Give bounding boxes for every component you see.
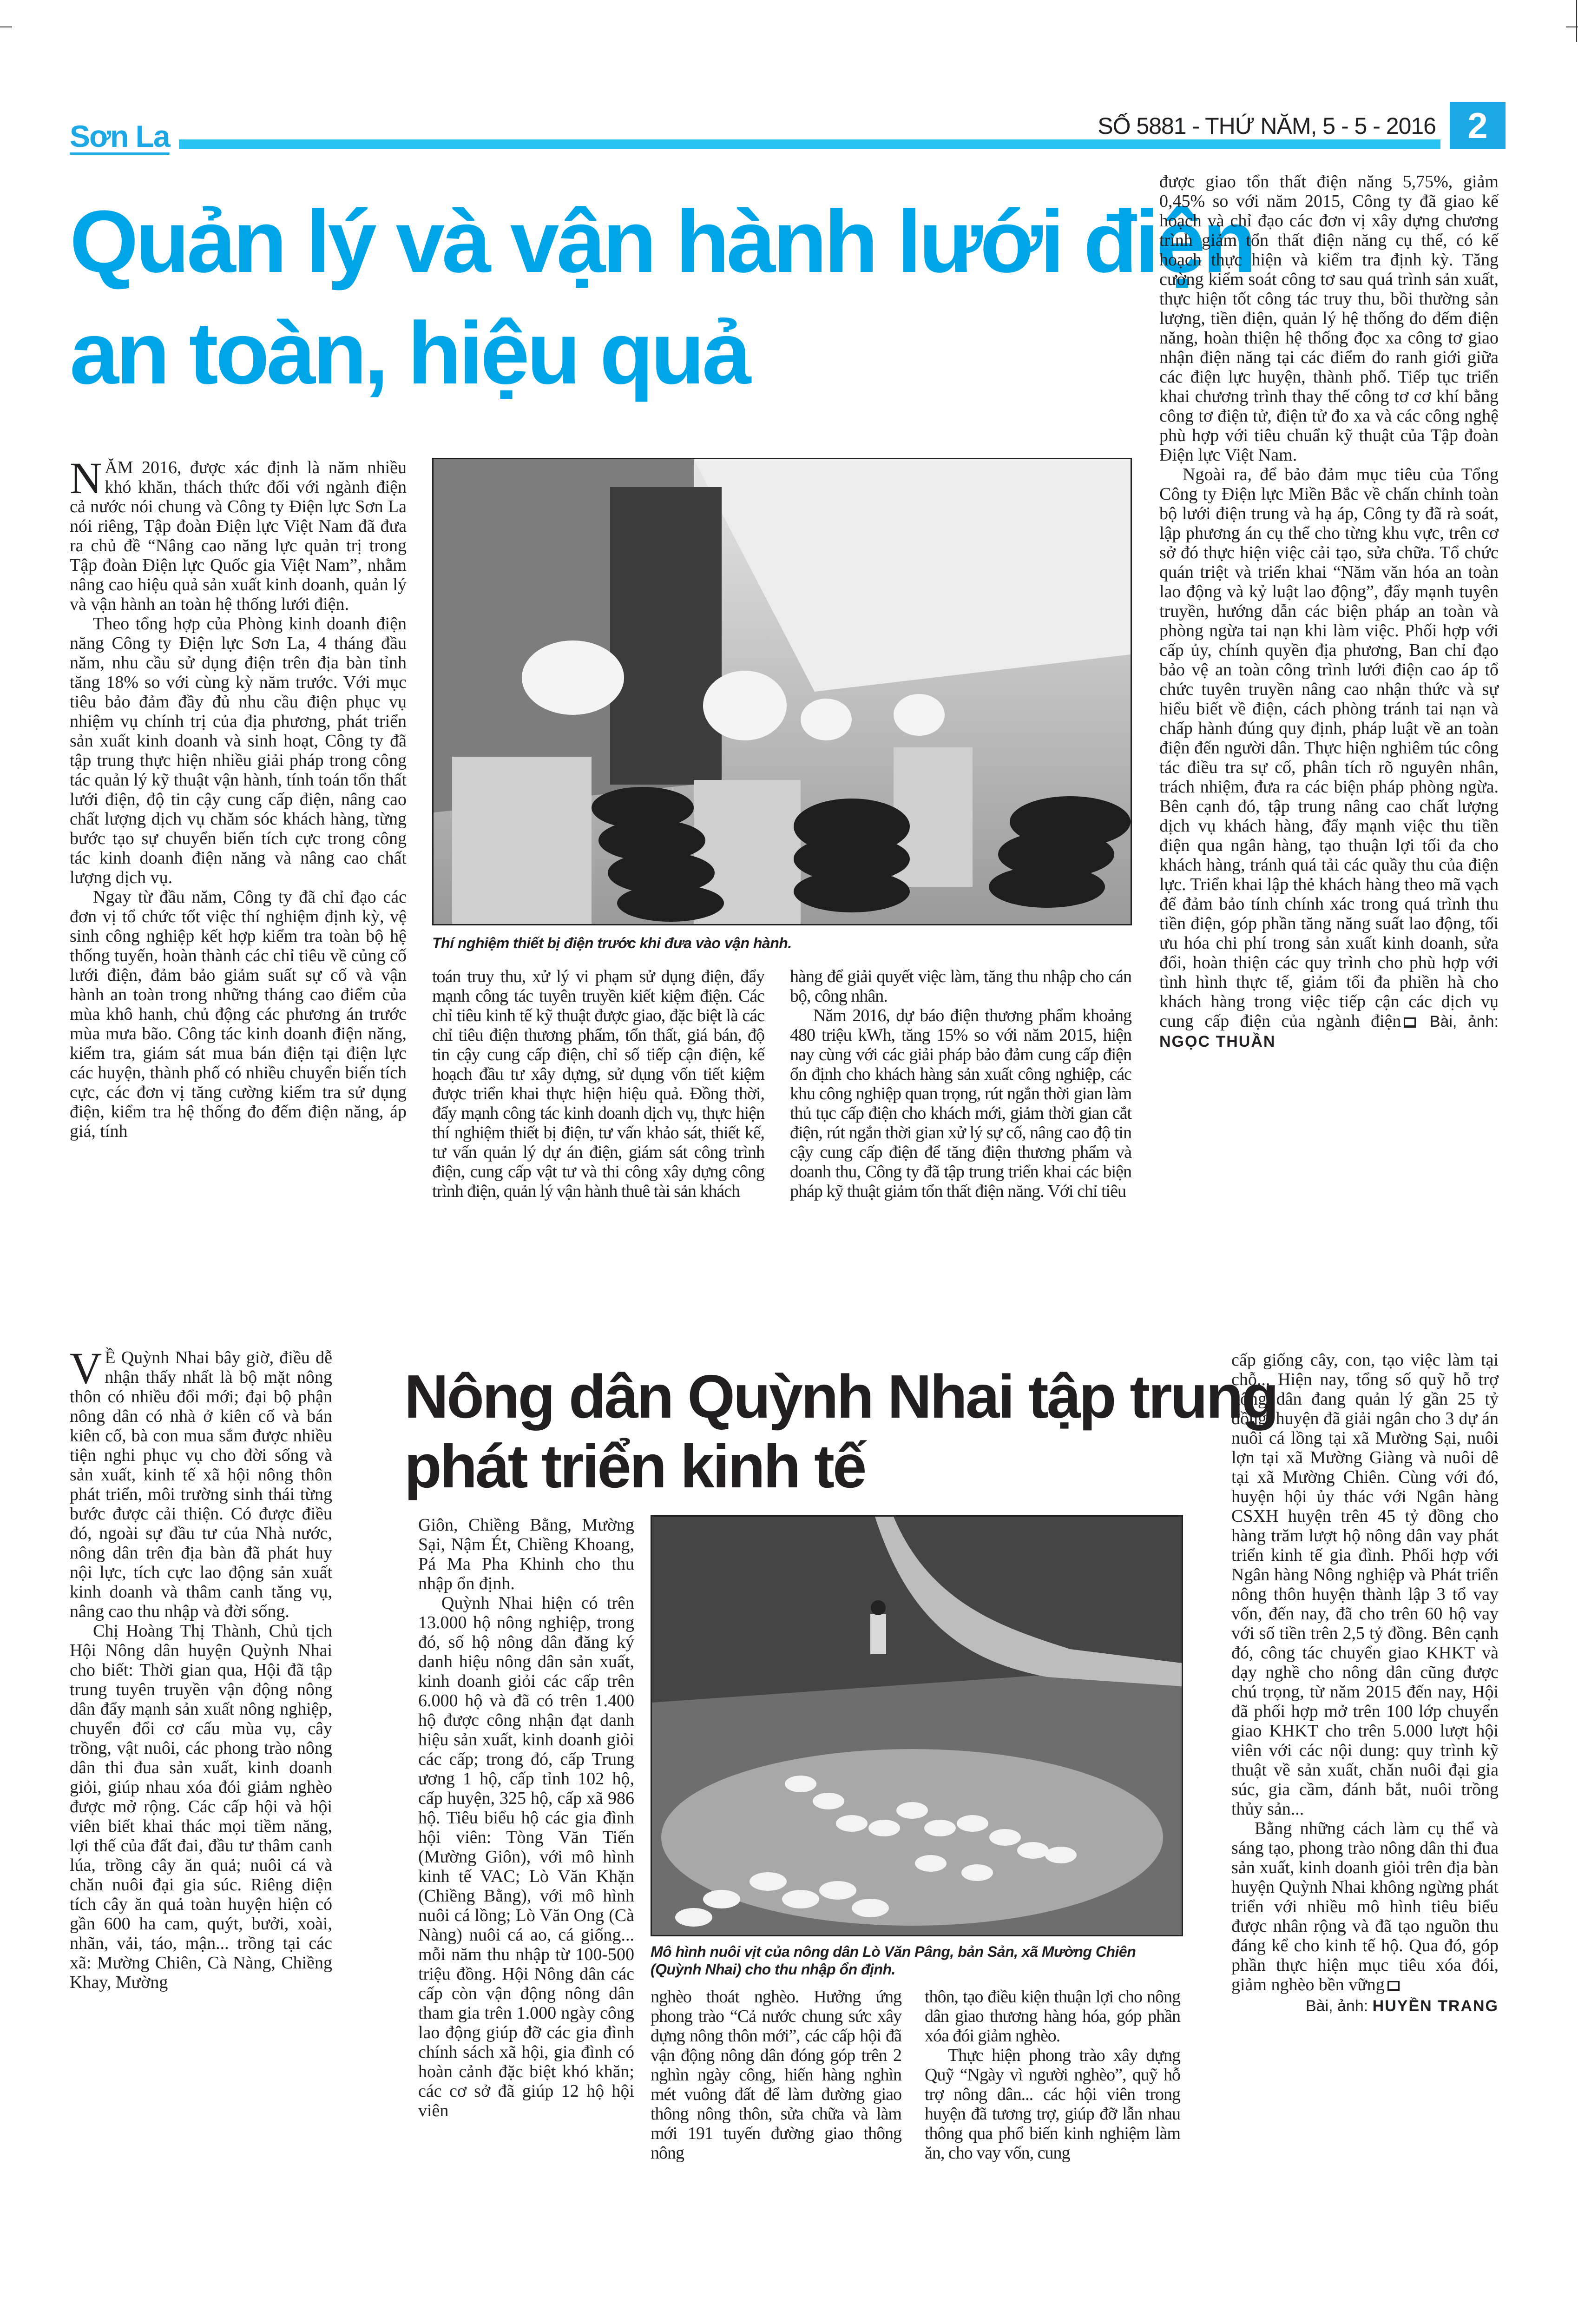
article1-col3 xyxy=(790,967,1131,1201)
end-mark-icon xyxy=(1387,1981,1400,1991)
article2-paragraph: V Ề Quỳnh Nhai bây giờ, điều dễ nhận thấy nhất là bộ mặt nông thôn có nhiều đổi mới; đại bộ phận nông dân có nhà ở kiên cố và bán kiên cố, bà con mua sắm được nhiều tiện nghi phục vụ cho đời sống và sản xuất, kinh tế xã hội nông thôn phát triển, môi trường sinh thái từng bước được cải thiện. Có được điều đó, ngoài sự đầu tư của Nhà nước, nông dân trên địa bàn đã phát huy nội lực, tích cực lao động sản xuất kinh doanh và thâm canh tăng vụ, nâng cao thu nhập và đời sống. xyxy=(70,1343,332,1621)
article1-photo-caption: Thí nghiệm thiết bị điện trước khi đưa vào vận hành. xyxy=(432,935,792,951)
article2-author: HUYỀN TRANG xyxy=(1372,1997,1499,2015)
duck-pond-photo-icon xyxy=(652,1517,1182,1935)
article2-paragraph: Thực hiện phong trào xây dựng Quỹ “Ngày vì người nghèo”, quỹ hỗ trợ nông dân... các hội viên trong huyện đã tương trợ, giúp đỡ lẫn nhau thông qua phổ biến kinh nghiệm làm ăn, cho vay vốn, cung xyxy=(925,2046,1180,2163)
insulator-test-photo-icon xyxy=(434,459,1131,924)
article2-paragraph: Bằng những cách làm cụ thể và sáng tạo, phong trào nông dân thi đua sản xuất, kinh doanh giỏi trên địa bàn huyện Quỳnh Nhai không ngừng phát triển với nhiều mô hình tiêu biểu được nhân rộng và đã tạo nguồn thu đáng kể cho kinh tế hộ. Qua đó, góp phần thực hiện mục tiêu xóa đói, giảm nghèo bền vững xyxy=(1231,1819,1499,1994)
article1-headline-line1: Quản lý và vận hành lưới điện xyxy=(70,192,1254,291)
article2-headline-line2: phát triển kinh tế xyxy=(404,1432,865,1500)
article2-paragraph: Giôn, Chiềng Bằng, Mường Sại, Nậm Ét, Chiềng Khoang, Pá Ma Pha Khinh cho thu nhập ổn định. xyxy=(418,1515,634,1593)
article2-col3 xyxy=(651,1987,901,2163)
article2-headline-line1: Nông dân Quỳnh Nhai tập trung xyxy=(404,1362,1277,1431)
article1-paragraph: Năm 2016, dự báo điện thương phẩm khoảng 480 triệu kWh, tăng 15% so với năm 2015, hiện nay cùng với các giải pháp bảo đảm cung cấp điện ổn định cho khách hàng sản xuất công nghiệp, các khu công nghiệp quan trọng, rút ngắn thời gian làm thủ tục cấp điện cho khách mới, giảm thời gian cắt điện, rút ngắn thời gian xử lý sự cố, nâng cao độ tin cậy cung cấp điện để tăng điện thương phẩm và doanh thu, Công ty đã tập trung triển khai các biện pháp kỹ thuật giảm tổn thất điện năng. Với chỉ tiêu xyxy=(790,1006,1131,1201)
article1-paragraph: Theo tổng hợp của Phòng kinh doanh điện năng Công ty Điện lực Sơn La, 4 tháng đầu năm, nhu cầu sử dụng điện trên địa bàn tỉnh tăng 18% so với cùng kỳ năm trước. Với mục tiêu bảo đảm đầy đủ nhu cầu điện phục vụ nhiệm vụ chính trị của địa phương, phát triển sản xuất kinh doanh và sinh hoạt, Công ty đã tập trung thực hiện nhiều giải pháp trong công tác quản lý kỹ thuật vận hành, tính toán tổn thất lưới điện, độ tin cậy cung cấp điện, nâng cao chất lượng dịch vụ chăm sóc khách hàng, từng bước tạo sự chuyển biến tích cực trong công tác kinh doanh điện năng và nâng cao chất lượng dịch vụ. xyxy=(70,614,407,887)
article1-author: NGỌC THUẦN xyxy=(1159,1033,1276,1050)
article1-paragraph: được giao tổn thất điện năng 5,75%, giảm 0,45% so với năm 2015, Công ty đã giao kế hoạch và chỉ đạo các đơn vị xây dựng chương trình giảm tổn thất điện năng cụ thể, có kế hoạch thực hiện và kiểm tra định kỳ. Tăng cường kiểm soát công tơ sau quá trình sản xuất, thực hiện tốt công tác truy thu, bồi thường sản lượng, tiền điện, quản lý hệ thống đo đếm điện năng, hoàn thiện hệ thống đọc xa công tơ giao nhận điện năng tại các điểm đo ranh giới giữa các điện lực huyện, thành phố. Tiếp tục triển khai chương trình thay thế công tơ cơ khí bằng công tơ điện tử, điện tử đo xa và các công nghệ phù hợp với tiêu chuẩn kỹ thuật của Tập đoàn Điện lực Việt Nam. xyxy=(1159,172,1499,465)
article2-paragraph: nghèo thoát nghèo. Hưởng ứng phong trào “Cả nước chung sức xây dựng nông thôn mới”, các cấp hội đã vận động nông dân đóng góp trên 2 nghìn ngày công, hiến hàng nghìn mét vuông đất để làm đường giao thông nông thôn, sửa chữa và làm mới 191 tuyến đường giao thông nông xyxy=(651,1987,901,2163)
article1-headline xyxy=(70,186,1254,409)
article2-dropcap: V xyxy=(70,1343,102,1393)
article1-dropcap: N xyxy=(70,453,102,503)
article1-paragraph: NĂM 2016, được xác định là năm nhiều khó khăn, thách thức đối với ngành điện cả nước nói chung và Công ty Điện lực Sơn La nói riêng, Tập đoàn Điện lực Việt Nam đã đưa ra chủ đề “Nâng cao năng lực quản trị trong Tập đoàn Điện lực Quốc gia Việt Nam”, nhằm nâng cao hiệu quả sản xuất kinh doanh, quản lý và vận hành an toàn hệ thống lưới điện. xyxy=(70,453,407,614)
article1-byline: Bài, ảnh: NGỌC THUẦN xyxy=(1159,1013,1499,1050)
article2-photo xyxy=(651,1515,1183,1936)
article1-paragraph: toán truy thu, xử lý vi phạm sử dụng điện, đẩy mạnh công tác tuyên truyền kiết kiệm điện. Các chỉ tiêu kinh tế kỹ thuật được giao, đặc biệt là các chỉ tiêu điện thương phẩm, tổn thất, giá bán, độ tin cậy cung cấp điện, chỉ số tiếp cận điện, kế hoạch đầu tư xây dựng, sử dụng vốn tiết kiệm được triển khai thực hiện hiệu quả. Đồng thời, đẩy mạnh công tác kinh doanh dịch vụ, thực hiện thí nghiệm thiết bị điện, tư vấn khảo sát, thiết kế, tư vấn quản lý dự án điện, giám sát công trình điện, cung cấp vật tư và thi công xây dựng công trình điện, quản lý vận hành thuê tài sản khách xyxy=(432,967,764,1201)
article2-byline: Bài, ảnh: HUYỀN TRANG xyxy=(1305,1997,1499,2015)
crop-mark-right-vertical xyxy=(1576,0,1577,42)
article1-paragraph: hàng để giải quyết việc làm, tăng thu nhập cho cán bộ, công nhân. xyxy=(790,967,1131,1006)
article1-col4 xyxy=(1159,172,1499,1051)
article1-headline-line2: an toàn, hiệu quả xyxy=(70,304,749,403)
article1-paragraph: Ngay từ đầu năm, Công ty đã chỉ đạo các đơn vị tổ chức tốt việc thí nghiệm định kỳ, vệ sinh công nghiệp kết hợp kiểm tra toàn bộ hệ thống tuyến, hoàn thành các chỉ tiêu về củng cố lưới điện, đảm bảo giảm suất sự cố và vận hành an toàn trong những tháng cao điểm của mùa khô hanh, chủ động các phương án trước mùa mưa bão. Công tác kinh doanh điện năng, kiểm tra, giám sát mua bán điện tại điện lực các huyện, thành phố có nhiều chuyển biến tích cực, các đơn vị tăng cường kiểm tra sử dụng điện, kiểm tra hệ thống đo đếm điện năng, áp giá, tính xyxy=(70,887,407,1141)
article1-col1 xyxy=(70,453,407,1141)
article2-paragraph: thôn, tạo điều kiện thuận lợi cho nông dân giao thương hàng hóa, góp phần xóa đói giảm nghèo. xyxy=(925,1987,1180,2046)
article1-photo xyxy=(432,458,1132,925)
article2-paragraph: Chị Hoàng Thị Thành, Chủ tịch Hội Nông dân huyện Quỳnh Nhai cho biết: Thời gian qua, Hội đã tập trung tuyên truyền vận động nông dân đẩy mạnh sản xuất nông nghiệp, chuyển đổi cơ cấu mùa vụ, cây trồng, vật nuôi, các phong trào nông dân thi đua sản xuất, kinh doanh giỏi, giúp nhau xóa đói giảm nghèo được mở rộng. Các cấp hội và hội viên biết khai thác mọi tiềm năng, lợi thế của đất đai, đầu tư thâm canh lúa, trồng cây ăn quả; nuôi cá và chăn nuôi đại gia súc. Riêng diện tích cây ăn quả toàn huyện hiện có gần 600 ha cam, quýt, bưởi, xoài, nhãn, vải, táo, mận... trồng tại các xã: Mường Chiên, Cà Nàng, Chiềng Khay, Mường xyxy=(70,1621,332,1992)
header-rule xyxy=(179,139,1440,149)
section-label: Sơn La xyxy=(70,119,170,153)
article2-col2 xyxy=(418,1515,634,2120)
article1-col2 xyxy=(432,967,764,1201)
end-mark-icon xyxy=(1404,1017,1416,1028)
article2-col4 xyxy=(925,1987,1180,2163)
crop-mark-left xyxy=(0,26,12,27)
article2-col5 xyxy=(1231,1350,1499,2016)
page-number: 2 xyxy=(1450,102,1506,149)
article1-paragraph: Ngoài ra, để bảo đảm mục tiêu của Tổng Công ty Điện lực Miền Bắc về chấn chỉnh toàn bộ lưới điện trung và hạ áp, Công ty đã rà soát, lập phương án cụ thể cho từng khu vực, trên cơ sở đó thực hiện việc cải tạo, sửa chữa. Tổ chức quán triệt và triển khai “Năm văn hóa an toàn lao động và kỷ luật lao động”, đẩy mạnh tuyên truyền, hướng dẫn các biện pháp an toàn và phòng ngừa tai nạn khi làm việc. Phối hợp với cấp ủy, chính quyền địa phương, Ban chỉ đạo bảo vệ an toàn công trình lưới điện cao áp tổ chức tuyên truyền nâng cao nhận thức và sự hiểu biết về điện, cách phòng tránh tai nạn và chấp hành đúng quy định, pháp luật về an toàn điện đến người dân. Thực hiện nghiêm túc công tác điều tra sự cố, phân tích rõ nguyên nhân, trách nhiệm, đưa ra các biện pháp phòng ngừa. Bên cạnh đó, tập trung nâng cao chất lượng dịch vụ khách hàng, đẩy mạnh việc thu tiền điện qua ngân hàng, tạo thuận lợi tối đa cho khách hàng, tránh quá tải các quầy thu của điện lực. Triển khai lập thẻ khách hàng theo mã vạch để đảm bảo tính chính xác trong quá trình thu tiền điện, góp phần tăng năng suất lao động, tối ưu hóa chi phí trong sản xuất kinh doanh, sửa đổi, hoàn thiện các quy trình cho phù hợp với tình hình thực tế, giảm tối đa phiền hà cho khách hàng trong việc tiếp cận các dịch vụ cung cấp điện của ngành điện Bài, ảnh: NGỌC THUẦN xyxy=(1159,465,1499,1050)
article2-headline xyxy=(404,1362,1277,1501)
article2-col1 xyxy=(70,1343,332,1992)
issue-date: SỐ 5881 - THỨ NĂM, 5 - 5 - 2016 xyxy=(1098,113,1436,139)
article2-photo-caption: Mô hình nuôi vịt của nông dân Lò Văn Pâng, bản Sản, xã Mường Chiên (Quỳnh Nhai) cho thu nhập ổn định. xyxy=(651,1943,1136,1978)
article2-paragraph: Quỳnh Nhai hiện có trên 13.000 hộ nông nghiệp, trong đó, số hộ nông dân đăng ký danh hiệu nông dân sản xuất, kinh doanh giỏi các cấp trên 6.000 hộ và đã có trên 1.400 hộ được công nhận đạt danh hiệu sản xuất, kinh doanh giỏi các cấp; trong đó, cấp Trung ương 1 hộ, cấp tỉnh 102 hộ, cấp huyện, 325 hộ, cấp xã 986 hộ. Tiêu biểu hộ các gia đình hội viên: Tòng Văn Tiến (Mường Giôn), với mô hình kinh tế VAC; Lò Văn Khặn (Chiềng Bằng), với mô hình nuôi cá lồng; Lò Văn Ong (Cà Nàng) nuôi cá ao, cá giống... mỗi năm thu nhập từ 100-500 triệu đồng. Hội Nông dân các cấp còn vận động nông dân tham gia trên 1.000 ngày công lao động giúp đỡ các gia đình chính sách xã hội, gia đình có hoàn cảnh đặc biệt khó khăn; các cơ sở đã giúp 12 hộ hội viên xyxy=(418,1593,634,2120)
article2-paragraph: cấp giống cây, con, tạo việc làm tại chỗ... Hiện nay, tổng số quỹ hỗ trợ nông dân đang quản lý gần 25 tỷ đồng, huyện đã giải ngân cho 3 dự án nuôi cá lồng tại xã Mường Sại, nuôi lợn tại xã Mường Giàng và nuôi dê tại xã Mường Chiên. Cùng với đó, huyện hội ủy thác với Ngân hàng CSXH huyện trên 45 tỷ đồng cho hàng trăm lượt hộ nông dân vay phát triển kinh tế gia đình. Phối hợp với Ngân hàng Nông nghiệp và Phát triển nông thôn huyện thành lập 3 tổ vay vốn, đến nay, đã cho trên 60 hộ vay với số tiền trên 2,5 tỷ đồng. Bên cạnh đó, công tác chuyển giao KHKT và dạy nghề cho nông dân cũng được chú trọng, từ năm 2015 đến nay, Hội đã phối hợp mở trên 100 lớp chuyển giao KHKT cho trên 5.000 lượt hội viên với các nội dung: quy trình kỹ thuật về sản xuất, chăn nuôi đại gia súc, gia cầm, đánh bắt, nuôi trồng thủy sản... xyxy=(1231,1350,1499,1819)
